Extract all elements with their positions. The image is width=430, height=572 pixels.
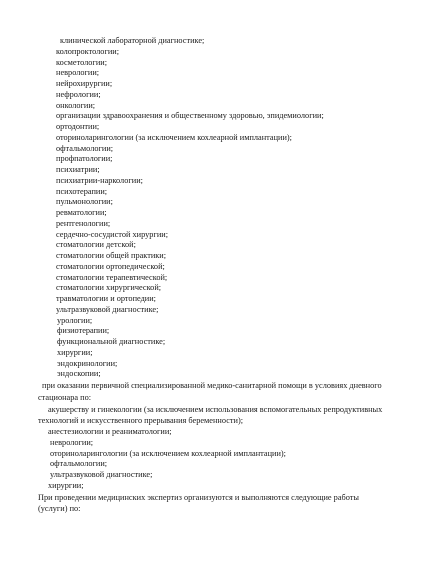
text-line: травматологии и ортопедии; xyxy=(56,294,156,303)
text-line: стоматологии общей практики; xyxy=(56,251,167,260)
text-line: хирургии; xyxy=(57,347,93,357)
text-line: нейрохирургии; xyxy=(56,79,113,88)
text-line: физиотерапии; xyxy=(57,326,110,336)
text-line: офтальмологии; xyxy=(56,143,114,153)
text-line: психиатрии; xyxy=(56,165,100,174)
text-line: пульмонологии; xyxy=(56,197,113,207)
text-line: ультразвуковой диагностике; xyxy=(56,304,159,314)
text-line: онкологии; xyxy=(56,100,96,110)
text-line: профпатологии; xyxy=(56,154,113,164)
text-line: акушерству и гинекологии (за исключением использования вспомогательных репродуктивных xyxy=(48,404,383,414)
text-line: нефрологии; xyxy=(56,89,101,99)
text-line: психиатрии-наркологии; xyxy=(56,175,143,185)
text-line: неврологии; xyxy=(50,437,94,447)
text-line: хирургии; xyxy=(48,480,84,490)
text-line: анестезиологии и реаниматологии; xyxy=(48,427,172,437)
text-line: стоматологии терапевтической; xyxy=(56,272,168,282)
text-line: стоматологии хирургической; xyxy=(56,283,162,293)
text-line: клинической лабораторной диагностике; xyxy=(60,36,205,45)
text-line: эндоскопии; xyxy=(57,369,101,379)
text-line: При проведении медицинских экспертиз организуются и выполняются следующие работы xyxy=(38,492,359,502)
text-line: технологий и искусственного прерывания беременности); xyxy=(38,416,244,426)
text-line: организации здравоохранения и общественному здоровью, эпидемиологии; xyxy=(56,111,324,121)
text-line: ортодонтии; xyxy=(56,122,100,131)
text-line: офтальмологии; xyxy=(50,459,108,469)
text-body xyxy=(0,36,430,515)
text-line: ревматологии; xyxy=(56,208,107,217)
text-line: оториноларингологии (за исключением кохлеарной имплантации); xyxy=(56,132,292,142)
text-line: психотерапии; xyxy=(56,186,108,196)
text-line: урологии; xyxy=(57,315,93,325)
text-line: сердечно-сосудистой хирургии; xyxy=(56,229,168,239)
text-line: рентгенологии; xyxy=(56,218,111,228)
text-line: функциональной диагностике; xyxy=(57,337,166,346)
text-line: неврологии; xyxy=(56,68,100,78)
text-line: косметологии; xyxy=(56,57,108,67)
text-line: стоматологии детской; xyxy=(56,240,136,250)
text-line: ультразвуковой диагностике; xyxy=(50,470,153,480)
text-line: стационара по: xyxy=(38,392,92,402)
text-line: при оказании первичной специализированной медико-санитарной помощи в условиях дневного xyxy=(42,381,382,390)
text-line: (услуги) по: xyxy=(38,504,81,514)
text-line: колопроктологии; xyxy=(56,46,120,56)
text-line: стоматологии ортопедической; xyxy=(56,261,165,271)
text-line: оториноларингологии (за исключением кохлеарной имплантации); xyxy=(50,448,286,458)
text-line: эндокринологии; xyxy=(57,358,118,368)
